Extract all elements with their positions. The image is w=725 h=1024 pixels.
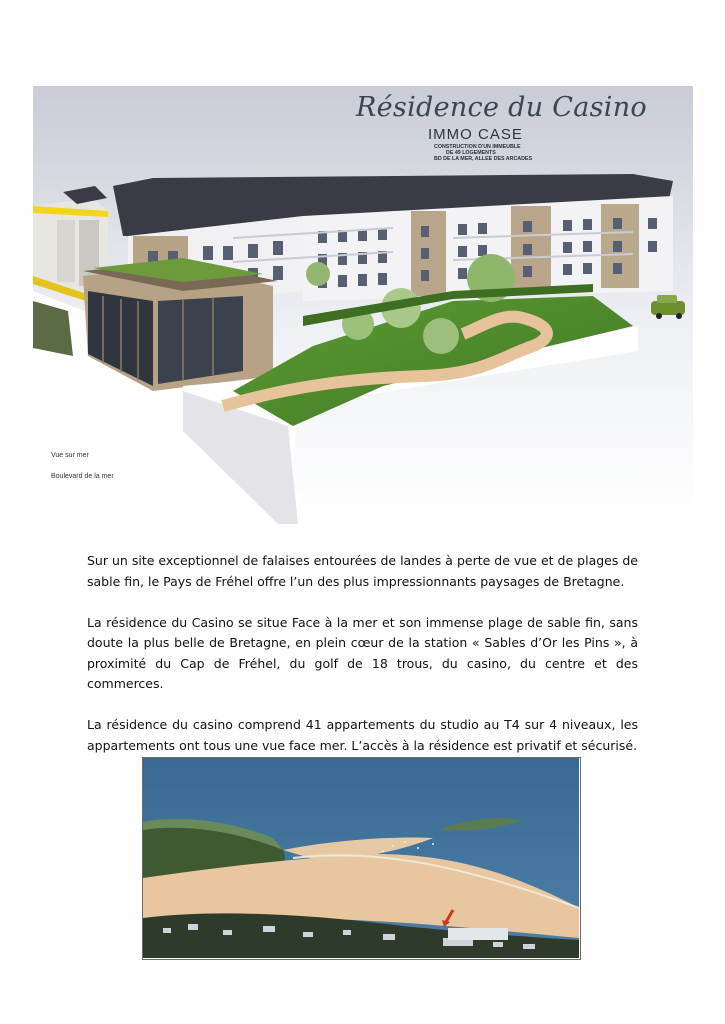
caption-vue-sur-mer: Vue sur mer: [51, 452, 89, 459]
logo-line-1: CONSTRUCTION D'UN IMMEUBLE: [434, 144, 521, 150]
paragraph-2: La résidence du Casino se situe Face à la mer et son immense plage de sable fin, sans doute la plus belle de Bretagne, en plein cœur de la station « Sables d’Or les Pins », à proximité du Cap de Fréhel, du golf de 18 trous, du casino, du centre et des commerces.: [87, 614, 638, 691]
red-arrow-icon: [441, 908, 457, 928]
rendering-illustration: [33, 86, 693, 524]
logo-title: Résidence du Casino: [356, 92, 647, 123]
logo-line-2: DE 49 LOGEMENTS: [446, 150, 496, 156]
logo-line-3: BD DE LA MER, ALLEE DES ARCADES: [434, 156, 532, 162]
residence-rendering: [33, 86, 693, 524]
paragraph-3: La résidence du casino comprend 41 appartements du studio au T4 sur 4 niveaux, les appartements ont tous une vue face mer. L’accès à la résidence est privatif et sécurisé.: [87, 717, 638, 753]
beach-aerial-photo: [142, 757, 581, 960]
caption-boulevard: Boulevard de la mer: [51, 473, 114, 480]
description-text: [87, 551, 638, 777]
paragraph-1: Sur un site exceptionnel de falaises entourées de landes à perte de vue et de plages de sable fin, le Pays de Fréhel offre l’un des plus impressionnants paysages de Bretagne.: [87, 553, 638, 589]
logo-subtitle: IMMO CASE: [428, 126, 523, 143]
beach-illustration: [143, 758, 579, 958]
